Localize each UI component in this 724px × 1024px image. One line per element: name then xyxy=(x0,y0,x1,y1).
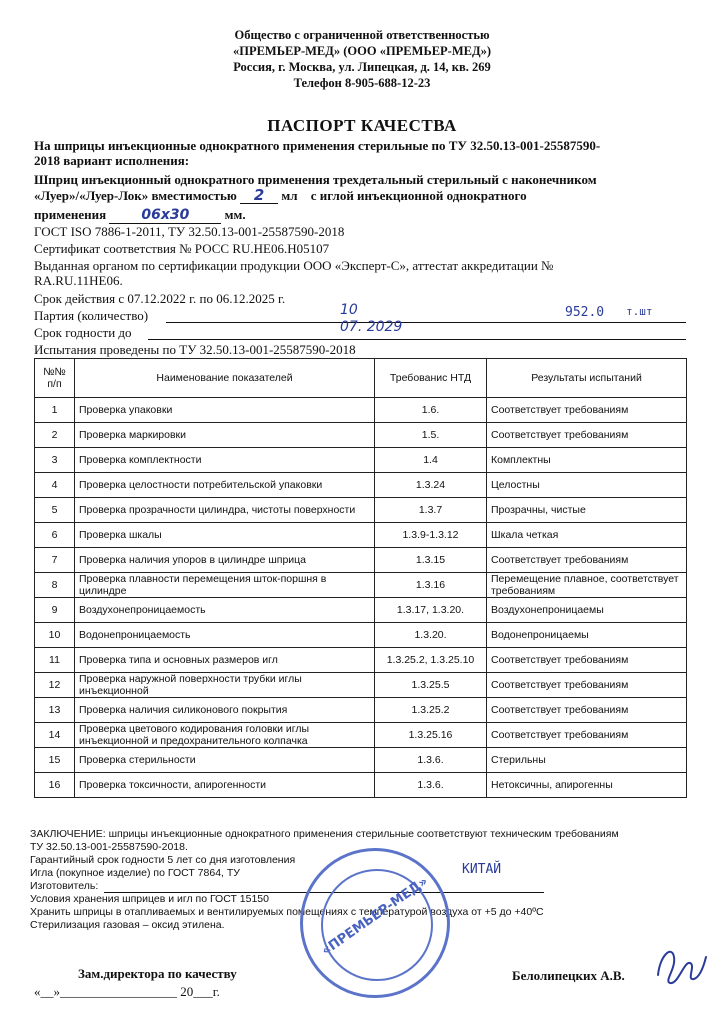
page-title: ПАСПОРТ КАЧЕСТВА xyxy=(267,116,457,135)
intro-line-4-end: с иглой инъекционной однократного xyxy=(310,188,527,203)
sterilization-line: Стерилизация газовая – оксид этилена. xyxy=(30,919,225,931)
issued-line-1: Выданная органом по сертификации продукции ООО «Эксперт-С», аттестат аккредитации № xyxy=(34,258,554,273)
batch-quantity: 952.0 xyxy=(565,305,605,320)
row-indicator: Водонепроницаемость xyxy=(75,623,375,648)
batch-number: 10 xyxy=(340,302,358,318)
row-result: Соответствует требованиям xyxy=(487,723,687,748)
row-result: Нетоксичны, апирогенны xyxy=(487,773,687,798)
volume-value: 2 xyxy=(253,186,265,204)
row-indicator: Проверка шкалы xyxy=(75,523,375,548)
signature-position: Зам.директора по качеству xyxy=(78,966,237,981)
volume-unit: мл xyxy=(281,188,298,203)
table-row xyxy=(35,423,687,448)
table-row xyxy=(35,473,687,498)
row-requirement: 1.3.9-1.3.12 xyxy=(375,523,487,548)
header-results xyxy=(487,359,687,398)
intro-line-4-start: «Луер»/«Луер-Лок» вместимостью xyxy=(34,188,237,203)
tests-line: Испытания проведены по ТУ 32.50.13-001-25587590-2018 xyxy=(34,342,356,357)
row-result: Шкала четкая xyxy=(487,523,687,548)
issued-line-2: RA.RU.11НЕ06. xyxy=(34,273,123,288)
row-result: Перемещение плавное, соответствует требованиям xyxy=(487,573,687,598)
header-number xyxy=(35,359,75,398)
batch-unit: т.шт xyxy=(626,305,653,318)
intro-line-4 xyxy=(34,188,527,204)
batch-label: Партия (количество) xyxy=(34,308,149,323)
row-indicator: Проверка наружной поверхности трубки иглы инъекционной xyxy=(75,673,375,698)
table-row xyxy=(35,398,687,423)
row-requirement: 1.3.20. xyxy=(375,623,487,648)
table-row xyxy=(35,698,687,723)
maker-value: КИТАЙ xyxy=(462,862,502,877)
row-number: 4 xyxy=(35,473,75,498)
row-requirement: 1.6. xyxy=(375,398,487,423)
row-requirement: 1.3.25.2, 1.3.25.10 xyxy=(375,648,487,673)
row-requirement: 1.5. xyxy=(375,423,487,448)
row-indicator: Проверка прозрачности цилиндра, чистоты поверхности xyxy=(75,498,375,523)
row-number: 1 xyxy=(35,398,75,423)
row-indicator: Проверка наличия силиконового покрытия xyxy=(75,698,375,723)
needle-unit: мм. xyxy=(224,207,246,222)
row-indicator: Проверка плавности перемещения шток-поршня в цилиндре xyxy=(75,573,375,598)
row-requirement: 1.3.16 xyxy=(375,573,487,598)
row-number: 13 xyxy=(35,698,75,723)
needle-gost-line: Игла (покупное изделие) по ГОСТ 7864, ТУ xyxy=(30,867,240,879)
row-number: 12 xyxy=(35,673,75,698)
row-indicator: Проверка упаковки xyxy=(75,398,375,423)
header-requirement-text: Требованис НТД xyxy=(389,372,472,384)
intro-line-2: 2018 вариант исполнения: xyxy=(34,153,190,168)
row-number: 3 xyxy=(35,448,75,473)
batch-underline xyxy=(166,322,686,323)
row-result: Соответствует требованиям xyxy=(487,673,687,698)
validity-line: Срок действия с 07.12.2022 г. по 06.12.2025 г. xyxy=(34,291,286,306)
header-indicator-text: Наименование показателей xyxy=(156,372,293,384)
row-indicator: Проверка стерильности xyxy=(75,748,375,773)
row-number: 15 xyxy=(35,748,75,773)
row-requirement: 1.4 xyxy=(375,448,487,473)
row-indicator: Проверка целостности потребительской упаковки xyxy=(75,473,375,498)
row-requirement: 1.3.25.2 xyxy=(375,698,487,723)
row-result: Соответствует требованиям xyxy=(487,698,687,723)
row-result: Прозрачны, чистые xyxy=(487,498,687,523)
row-number: 2 xyxy=(35,423,75,448)
row-result: Соответствует требованиям xyxy=(487,398,687,423)
table-header-row xyxy=(35,359,687,398)
row-requirement: 1.3.17, 1.3.20. xyxy=(375,598,487,623)
company-phone: Телефон 8-905-688-12-23 xyxy=(293,76,431,90)
row-number: 6 xyxy=(35,523,75,548)
expiry-label: Срок годности до xyxy=(34,325,132,340)
expiry-underline xyxy=(148,339,686,340)
table-row xyxy=(35,548,687,573)
row-indicator: Проверка комплектности xyxy=(75,448,375,473)
company-stamp xyxy=(300,848,450,998)
table-row xyxy=(35,673,687,698)
row-indicator: Воздухонепроницаемость xyxy=(75,598,375,623)
table-row xyxy=(35,598,687,623)
header-results-text: Результаты испытаний xyxy=(531,372,642,384)
certificate-line: Сертификат соответствия № РОСС RU.НЕ06.Н05107 xyxy=(34,241,330,256)
table-row xyxy=(35,748,687,773)
intro-line-3: Шприц инъекционный однократного применения трехдетальный стерильный с наконечником xyxy=(34,172,597,187)
row-number: 9 xyxy=(35,598,75,623)
row-result: Водонепроницаемы xyxy=(487,623,687,648)
header-indicator xyxy=(75,359,375,398)
row-number: 5 xyxy=(35,498,75,523)
conclusion-line-2: ТУ 32.50.13-001-25587590-2018. xyxy=(30,841,188,853)
volume-field xyxy=(240,188,278,204)
intro-line-5 xyxy=(34,207,246,224)
storage-line: Условия хранения шприцев и игл по ГОСТ 15150 xyxy=(30,893,269,905)
signer-name: Белолипецких А.В. xyxy=(512,968,625,983)
row-requirement: 1.3.6. xyxy=(375,748,487,773)
intro-line-1: На шприцы инъекционные однократного применения стерильные по ТУ 32.50.13-001-25587590- xyxy=(34,138,601,153)
company-address: Россия, г. Москва, ул. Липецкая, д. 14, кв. 269 xyxy=(233,60,491,74)
expiry-value: 07. 2029 xyxy=(340,319,403,335)
row-requirement: 1.3.15 xyxy=(375,548,487,573)
quality-table xyxy=(34,358,687,798)
row-result: Соответствует требованиям xyxy=(487,423,687,448)
row-number: 11 xyxy=(35,648,75,673)
gost-line: ГОСТ ISO 7886-1-2011, ТУ 32.50.13-001-25587590-2018 xyxy=(34,224,345,239)
row-result: Соответствует требованиям xyxy=(487,548,687,573)
row-indicator: Проверка токсичности, апирогенности xyxy=(75,773,375,798)
intro-line-5-start: применения xyxy=(34,207,107,222)
needle-field xyxy=(109,207,221,224)
row-requirement: 1.3.25.5 xyxy=(375,673,487,698)
row-number: 10 xyxy=(35,623,75,648)
table-row xyxy=(35,573,687,598)
row-indicator: Проверка цветового кодирования головки иглы инъекционной и предохранительного колпачка xyxy=(75,723,375,748)
needle-value: 06х30 xyxy=(141,207,190,223)
signature-mark xyxy=(650,935,710,995)
stamp-text: «ПРЕМЬЕР-МЕД» xyxy=(319,874,431,959)
row-indicator: Проверка маркировки xyxy=(75,423,375,448)
company-short-name: «ПРЕМЬЕР-МЕД» (ООО «ПРЕМЬЕР-МЕД») xyxy=(232,44,491,58)
table-row xyxy=(35,648,687,673)
row-requirement: 1.3.24 xyxy=(375,473,487,498)
row-number: 8 xyxy=(35,573,75,598)
header-number-text: №№ п/п xyxy=(43,366,66,390)
table-row xyxy=(35,623,687,648)
row-requirement: 1.3.7 xyxy=(375,498,487,523)
warranty-line: Гарантийный срок годности 5 лет со дня изготовления xyxy=(30,854,296,866)
maker-label: Изготовитель: xyxy=(30,880,99,892)
row-requirement: 1.3.6. xyxy=(375,773,487,798)
store-rule-line: Хранить шприцы в отапливаемых и вентилируемых помещениях с температурой воздуха от +5 до +40ºС xyxy=(30,906,544,918)
row-number: 16 xyxy=(35,773,75,798)
table-row xyxy=(35,723,687,748)
table-row xyxy=(35,448,687,473)
conclusion-line-1: ЗАКЛЮЧЕНИЕ: шприцы инъекционные однократного применения стерильные соответствуют техническим требованиям xyxy=(30,828,619,840)
row-indicator: Проверка наличия упоров в цилиндре шприца xyxy=(75,548,375,573)
company-name: Общество с ограниченной ответственностью xyxy=(234,28,490,42)
row-result: Соответствует требованиям xyxy=(487,648,687,673)
table-row xyxy=(35,498,687,523)
signature-date: «__»__________________ 20___г. xyxy=(34,984,220,999)
row-requirement: 1.3.25.16 xyxy=(375,723,487,748)
row-result: Комплектны xyxy=(487,448,687,473)
table-row xyxy=(35,523,687,548)
header-requirement xyxy=(375,359,487,398)
row-indicator: Проверка типа и основных размеров игл xyxy=(75,648,375,673)
row-result: Воздухонепроницаемы xyxy=(487,598,687,623)
table-row xyxy=(35,773,687,798)
row-number: 14 xyxy=(35,723,75,748)
row-result: Целостны xyxy=(487,473,687,498)
row-number: 7 xyxy=(35,548,75,573)
row-result: Стерильны xyxy=(487,748,687,773)
